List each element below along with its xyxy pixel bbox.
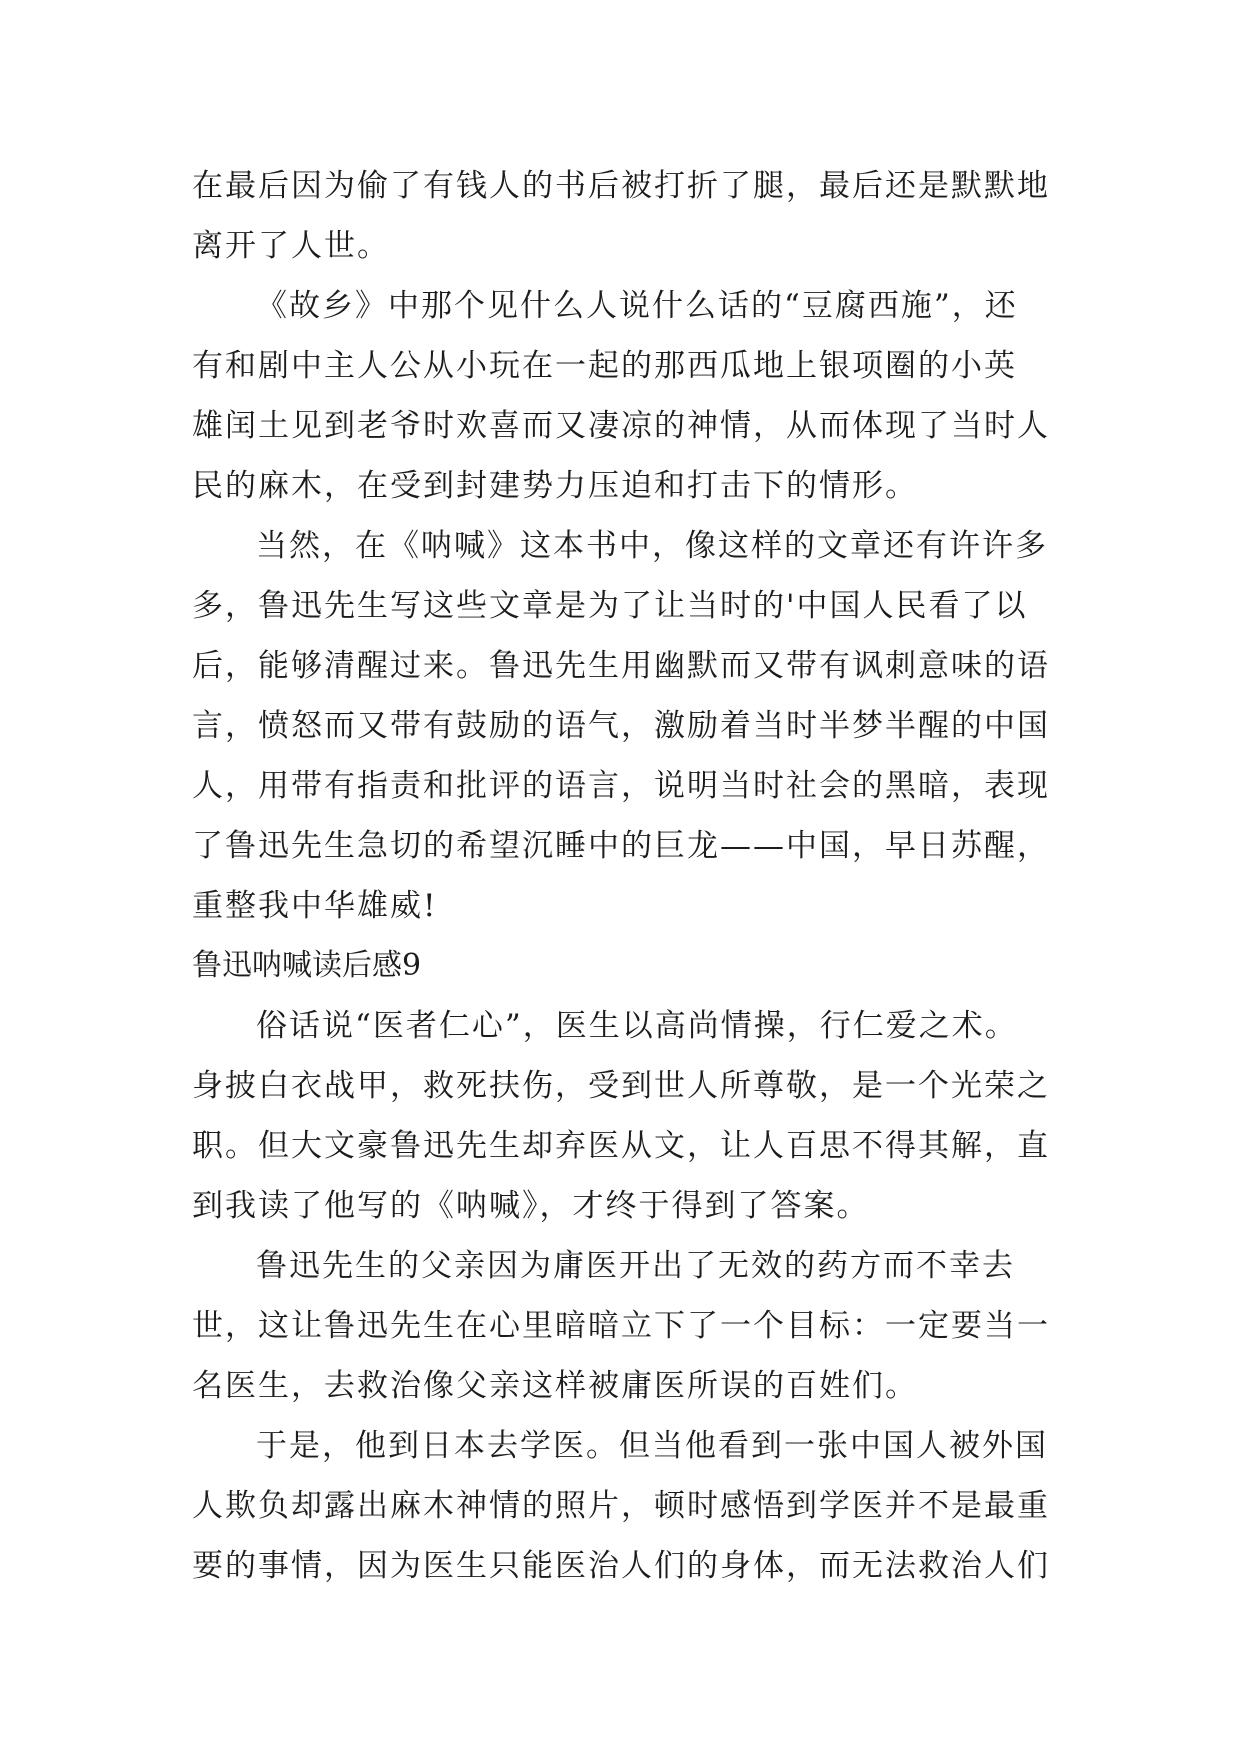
text-line: 人，用带有指责和批评的语言，说明当时社会的黑暗，表现	[192, 768, 1050, 804]
text-line: 在最后因为偷了有钱人的书后被打折了腿，最后还是默默地	[192, 168, 1050, 204]
section-heading: 鲁迅呐喊读后感9	[192, 948, 422, 983]
text-line: 雄闰土见到老爷时欢喜而又凄凉的神情，从而体现了当时人	[192, 408, 1050, 444]
text-line: 民的麻木，在受到封建势力压迫和打击下的情形。	[192, 468, 918, 504]
document-body	[192, 156, 1064, 1596]
paragraph-start-line: 鲁迅先生的父亲因为庸医开出了无效的药方而不幸去	[256, 1248, 1015, 1284]
text-line: 言，愤怒而又带有鼓励的语气，激励着当时半梦半醒的中国	[192, 708, 1050, 744]
text-line: 世，这让鲁迅先生在心里暗暗立下了一个目标：一定要当一	[192, 1308, 1050, 1344]
text-line: 到我读了他写的《呐喊》，才终于得到了答案。	[192, 1188, 870, 1224]
text-line: 重整我中华雄威!	[192, 888, 438, 924]
text-line: 多，鲁迅先生写这些文章是为了让当时的'中国人民看了以	[192, 588, 1028, 624]
paragraph-start-line: 俗话说“医者仁心”，医生以高尚情操，行仁爱之术。	[256, 1008, 1018, 1044]
paragraph-start-line: 于是，他到日本去学医。但当他看到一张中国人被外国	[256, 1428, 1048, 1464]
text-line: 职。但大文豪鲁迅先生却弃医从文，让人百思不得其解，直	[192, 1128, 1050, 1164]
text-line: 有和剧中主人公从小玩在一起的那西瓜地上银项圈的小英	[192, 348, 1017, 384]
text-line: 要的事情，因为医生只能医治人们的身体，而无法救治人们	[192, 1548, 1050, 1584]
text-line: 后，能够清醒过来。鲁迅先生用幽默而又带有讽刺意味的语	[192, 648, 1050, 684]
text-line: 人欺负却露出麻木神情的照片，顿时感悟到学医并不是最重	[192, 1488, 1050, 1524]
text-line: 名医生，去救治像父亲这样被庸医所误的百姓们。	[192, 1368, 918, 1404]
text-line: 了鲁迅先生急切的希望沉睡中的巨龙——中国，早日苏醒，	[192, 828, 1050, 864]
paragraph-start-line: 《故乡》中那个见什么人说什么话的“豆腐西施”，还	[256, 288, 1018, 324]
text-line: 离开了人世。	[192, 228, 390, 264]
text-line: 身披白衣战甲，救死扶伤，受到世人所尊敬，是一个光荣之	[192, 1068, 1050, 1104]
paragraph-start-line: 当然，在《呐喊》这本书中，像这样的文章还有许许多	[256, 528, 1048, 564]
